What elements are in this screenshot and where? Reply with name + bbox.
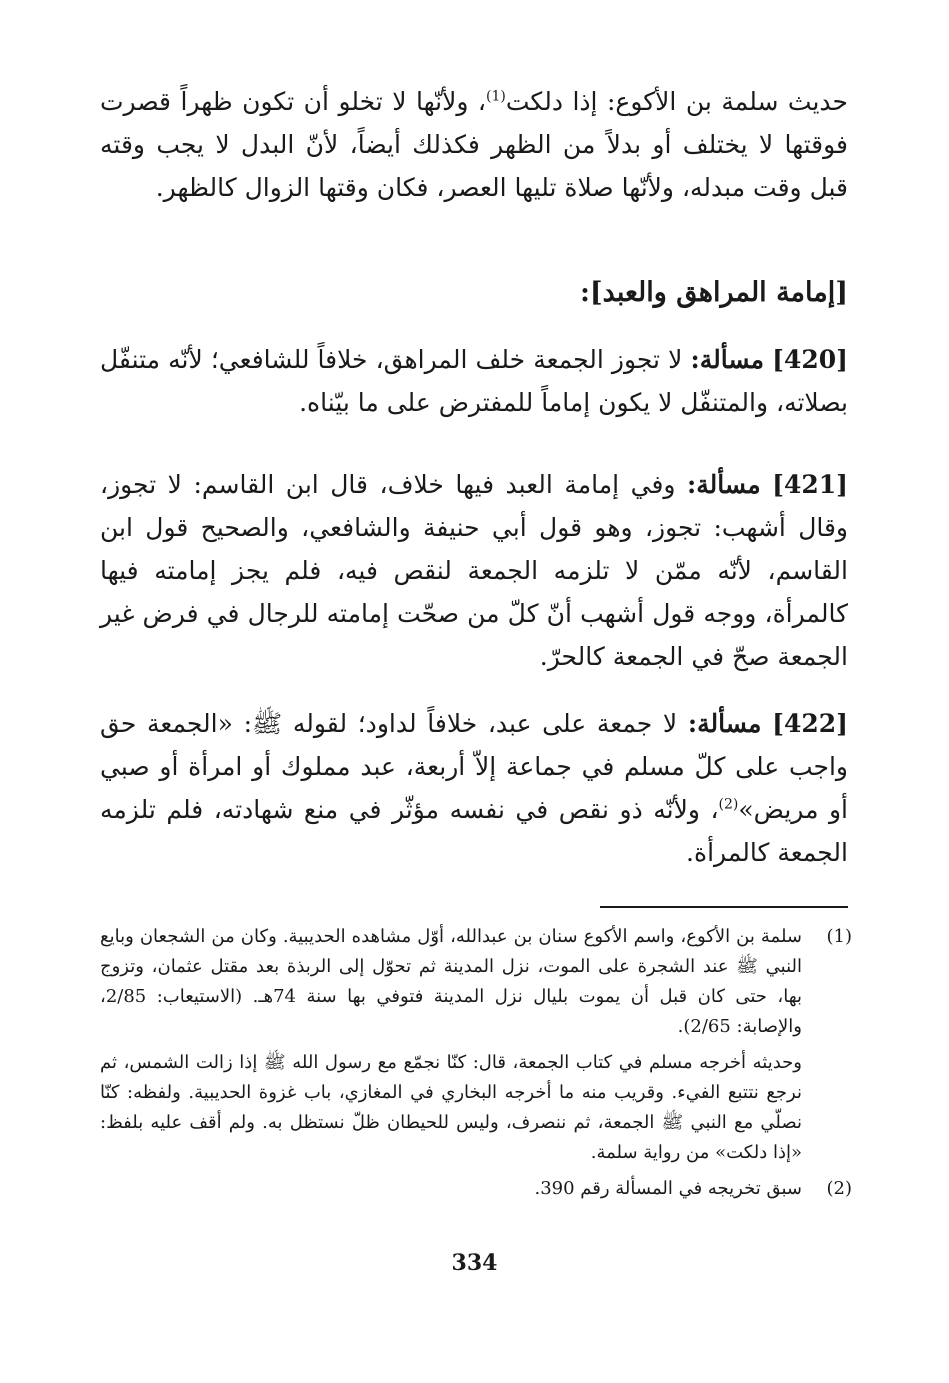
paragraph-text: حديث سلمة بن الأكوع: إذا دلكت xyxy=(505,87,848,116)
masala-text: وفي إمامة العبد فيها خلاف، قال ابن القاسم: لا تجوز، وقال أشهب: تجوز، وهو قول أبي حنيفة والشافعي، والصحيح قول ابن القاسم، لأنّه ممّن لا تلزمه الجمعة لنقص فيه، فلم يجز إمامته فيها كالمرأة، ووجه قول أشهب أنّ كلّ من صحّت إمامته للرجال في فرض غير الجمعة صحّ في الجمعة كالحرّ. xyxy=(100,470,848,671)
footnote-2 xyxy=(100,1174,852,1204)
footnote-ref: (1) xyxy=(486,88,506,105)
masala-keyword: مسألة: xyxy=(690,345,765,374)
footnote-text: سبق تخريجه في المسألة رقم 390. xyxy=(534,1178,802,1199)
footnote-text: سلمة بن الأكوع، واسم الأكوع سنان بن عبدالله، أوّل مشاهده الحديبية. وكان من الشجعان وبايع النبي ﷺ عند الشجرة على الموت، نزل المدينة ثم تحوّل إلى الربذة بعد مقتل عثمان، وتزوج بها، حتى كان قبل أن يموت بليال نزل المدينة فتوفي بها سنة 74هـ. (الاستيعاب: 2/85، والإصابة: 2/65). xyxy=(100,926,802,1037)
footnote-number: (2) xyxy=(826,1178,852,1199)
masala-keyword: مسألة: xyxy=(687,470,761,499)
page-number: 334 xyxy=(451,1250,498,1276)
masala-number: [421] xyxy=(772,470,849,499)
footnotes xyxy=(100,922,852,1204)
section-heading: [إمامة المراهق والعبد]: xyxy=(579,277,848,308)
masala-number: [420] xyxy=(772,345,848,374)
masala-421 xyxy=(100,463,848,678)
masala-text: لا تجوز الجمعة خلف المراهق، خلافاً للشافعي؛ لأنّه متنفّل بصلاته، والمتنفّل لا يكون إماماً للمفترض على ما بيّناه. xyxy=(100,345,848,417)
footnote-number: (1) xyxy=(826,926,852,947)
masala-422 xyxy=(100,702,848,874)
opening-paragraph xyxy=(100,80,848,209)
footnote-1-continuation: وحديثه أخرجه مسلم في كتاب الجمعة، قال: كنّا نجمّع مع رسول الله ﷺ إذا زالت الشمس، ثم نرجع نتتبع الفيء. وقريب منه ما أخرجه البخاري في المغازي، باب غزوة الحديبية. ولفظه: كنّا نصلّي مع النبي ﷺ الجمعة، ثم ننصرف، وليس للحيطان ظلّ نستظل به. ولم أقف عليه بلفظ: «إذا دلكت» من رواية سلمة. xyxy=(100,1052,802,1163)
masala-number: [422] xyxy=(772,709,849,738)
masala-keyword: مسألة: xyxy=(687,709,762,738)
masala-text-rest: ، ولأنّه ذو نقص في نفسه مؤثّر في منع شهادته، فلم تلزمه الجمعة كالمرأة. xyxy=(100,795,848,867)
masala-text: لا جمعة على عبد، خلافاً لداود؛ لقوله ﷺ: «الجمعة حق واجب على كلّ مسلم في جماعة إلاّ أربعة، عبد مملوك أو امرأة أو صبي أو مريض» xyxy=(100,709,849,824)
footnote-1 xyxy=(100,922,852,1042)
footnote-ref: (2) xyxy=(718,796,739,813)
masala-420 xyxy=(100,338,848,424)
footnote-divider xyxy=(600,906,848,908)
paragraph-text-rest: ، ولأنّها لا تخلو أن تكون ظهراً قصرت فوقتها لا يختلف أو بدلاً من الظهر فكذلك أيضاً، لأنّ البدل لا يجب وقته قبل وقت مبدله، ولأنّها صلاة تليها العصر، فكان وقتها الزوال كالظهر. xyxy=(100,87,848,202)
